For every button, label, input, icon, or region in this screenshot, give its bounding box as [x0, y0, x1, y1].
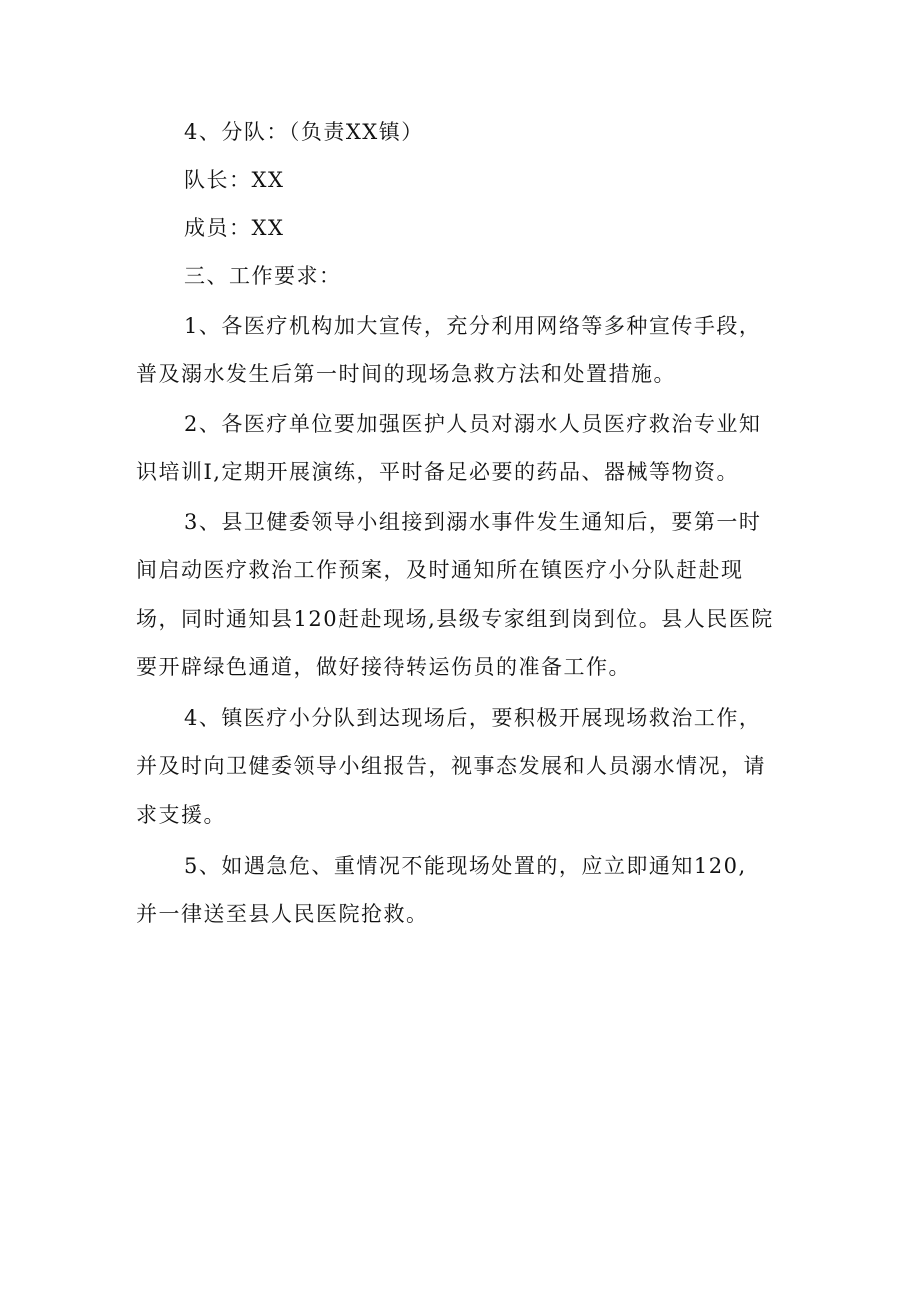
paragraph-line: 并一律送至县人民医院抢救。 — [136, 902, 429, 926]
paragraph-line: 1、各医疗机构加大宣传，充分利用网络等多种宣传手段， — [184, 314, 762, 338]
paragraph-line: 2、各医疗单位要加强医护人员对溺水人员医疗救治专业知 — [184, 412, 762, 436]
paragraph-line: 并及时向卫健委领导小组报告，视事态发展和人员溺水情况，请 — [136, 754, 766, 778]
paragraph-line: 场，同时通知县120赶赴现场,县级专家组到岗到位。县人民医院 — [136, 607, 774, 631]
paragraph-line: 识培训I,定期开展演练，平时备足必要的药品、器械等物资。 — [136, 460, 739, 484]
team-members: 成员：XX — [184, 216, 285, 240]
paragraph-line: 要开辟绿色通道，做好接待转运伤员的准备工作。 — [136, 655, 631, 679]
paragraph-line: 间启动医疗救治工作预案，及时通知所在镇医疗小分队赶赴现 — [136, 558, 744, 582]
paragraph-line: 3、县卫健委领导小组接到溺水事件发生通知后，要第一时 — [184, 510, 762, 534]
team4-heading: 4、分队：（负责XX镇） — [184, 120, 424, 144]
team-leader: 队长：XX — [184, 168, 285, 192]
paragraph-line: 求支援。 — [136, 803, 226, 827]
paragraph-line: 4、镇医疗小分队到达现场后，要积极开展现场救治工作， — [184, 706, 762, 730]
section-heading: 三、工作要求： — [184, 264, 342, 288]
paragraph-line: 5、如遇急危、重情况不能现场处置的，应立即通知120, — [184, 854, 747, 878]
paragraph-line: 普及溺水发生后第一时间的现场急救方法和处置措施。 — [136, 362, 676, 386]
